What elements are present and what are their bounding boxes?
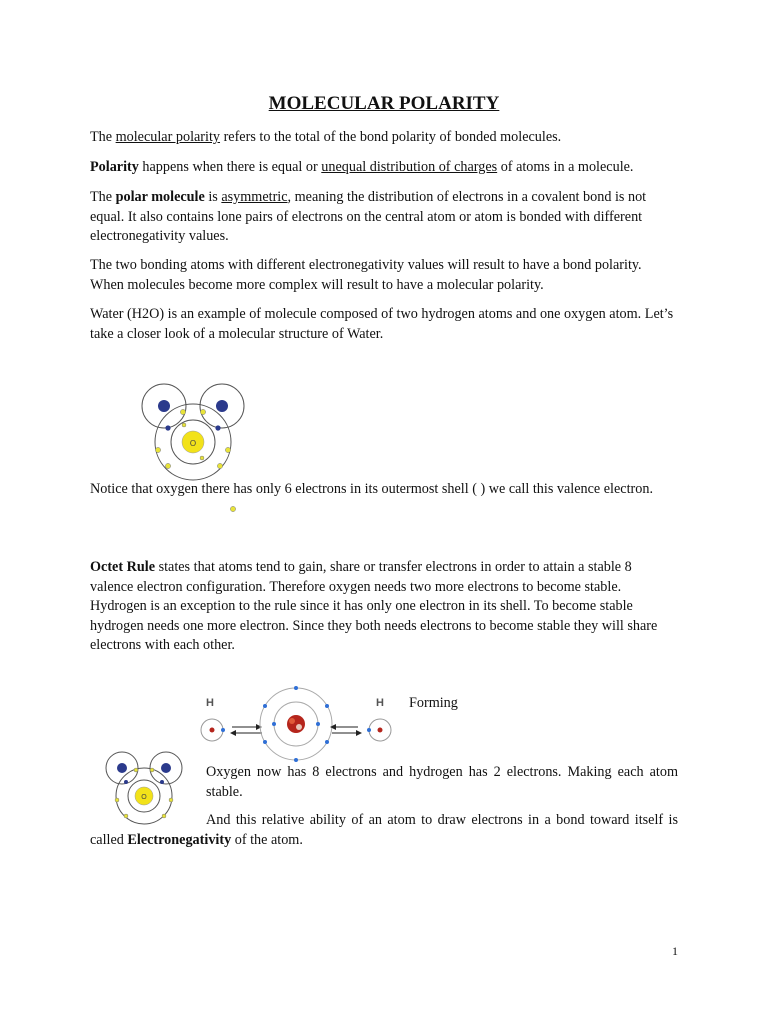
electron	[217, 463, 222, 468]
page-title: MOLECULAR POLARITY	[268, 93, 500, 114]
page-number: 1	[672, 944, 678, 958]
paragraph-water: Water (H2O) is an example of molecule composed of two hydrogen atoms and one oxygen atom. Let’s take a closer look of a molecular structure of Water.	[90, 306, 674, 342]
text: , meaning the distribution of electrons in a covalent bond is not equal. It also contains lone pairs of electrons on the central atom or atom is bonded with different electronegativity values.	[90, 189, 647, 244]
electron	[200, 456, 204, 460]
hydrogen-nucleus	[158, 400, 170, 412]
hydrogen-nucleus	[161, 763, 171, 773]
bold-term: Polarity	[90, 159, 139, 175]
electron	[316, 722, 320, 726]
electron	[182, 423, 186, 427]
text: of atoms in a molecule.	[497, 159, 634, 175]
electron	[200, 409, 205, 414]
electron	[155, 447, 160, 452]
paragraph-intro	[90, 128, 678, 148]
electron	[134, 768, 138, 772]
proton	[289, 718, 295, 724]
neutron	[296, 724, 302, 730]
electron	[294, 686, 298, 690]
text: The	[90, 129, 116, 145]
hydrogen-nucleus	[117, 763, 127, 773]
paragraph-electronegativity	[90, 811, 678, 850]
bonding-diagram	[198, 684, 398, 764]
water-molecule-diagram	[140, 378, 250, 484]
electron	[325, 740, 329, 744]
underlined-term: molecular polarity	[115, 129, 221, 145]
paragraph-polarity	[90, 158, 678, 178]
text: is	[204, 189, 222, 205]
hydrogen-label-left: H	[206, 697, 214, 709]
text: And this relative ability of an atom to draw electrons in a bond toward itself is called	[90, 812, 678, 848]
electron	[263, 704, 267, 708]
shared-electron	[215, 425, 220, 430]
arrow-head	[230, 730, 236, 736]
bold-term: polar molecule	[115, 189, 205, 205]
paragraph-valence: Notice that oxygen there has only 6 electrons in its outermost shell ( ) we call this valence electron.	[90, 481, 653, 497]
arrow-head	[330, 724, 336, 730]
oxygen-label: O	[189, 439, 197, 448]
electron	[272, 722, 276, 726]
underlined-term: unequal distribution of charges	[321, 159, 498, 175]
text: states that atoms tend to gain, share or transfer electrons in order to attain a stable 8 valence electron configuration. Therefore oxygen needs two more electrons to become stable. Hydrogen is an exception to the rule since it has only one electron in its shell. To become stable hydrogen needs one more electron. Since they both needs electrons to become stable they will share electrons with each other.	[90, 559, 658, 653]
electron	[263, 740, 267, 744]
text: of the atom.	[231, 831, 303, 848]
forming-label: Forming	[409, 695, 458, 711]
electron	[367, 728, 371, 732]
oxygen-label: O	[141, 794, 147, 801]
shared-electron	[165, 425, 170, 430]
underlined-term: asymmetric	[221, 189, 288, 205]
electron	[165, 463, 170, 468]
electron	[325, 704, 329, 708]
electron	[294, 758, 298, 762]
text: The	[90, 189, 116, 205]
shared-electron	[160, 780, 164, 784]
electron	[150, 768, 154, 772]
paragraph-oxygen-now: Oxygen now has 8 electrons and hydrogen has 2 electrons. Making each atom stable.	[206, 764, 678, 800]
hydrogen-nucleus	[216, 400, 228, 412]
shared-electron	[124, 780, 128, 784]
electron	[169, 798, 173, 802]
paragraph-polar-molecule	[90, 188, 678, 247]
electron	[225, 447, 230, 452]
electron	[180, 409, 185, 414]
oxygen-nucleus	[287, 715, 305, 733]
arrow-head	[356, 730, 362, 736]
hydrogen-nucleus	[378, 728, 383, 733]
bold-term: Electronegativity	[127, 831, 232, 848]
bold-term: Octet Rule	[90, 559, 156, 575]
text: refers to the total of the bond polarity of bonded molecules.	[220, 129, 562, 145]
text: happens when there is equal or	[138, 159, 322, 175]
electron	[115, 798, 119, 802]
hydrogen-label-right: H	[376, 697, 384, 709]
paragraph-bonding-atoms: The two bonding atoms with different electronegativity values will result to have a bond polarity. When molecules become more complex will result to have a molecular polarity.	[90, 257, 642, 293]
electron	[221, 728, 225, 732]
valence-electron-icon	[228, 504, 238, 514]
arrow-head	[256, 724, 262, 730]
paragraph-octet-rule	[90, 558, 678, 656]
hydrogen-nucleus	[210, 728, 215, 733]
